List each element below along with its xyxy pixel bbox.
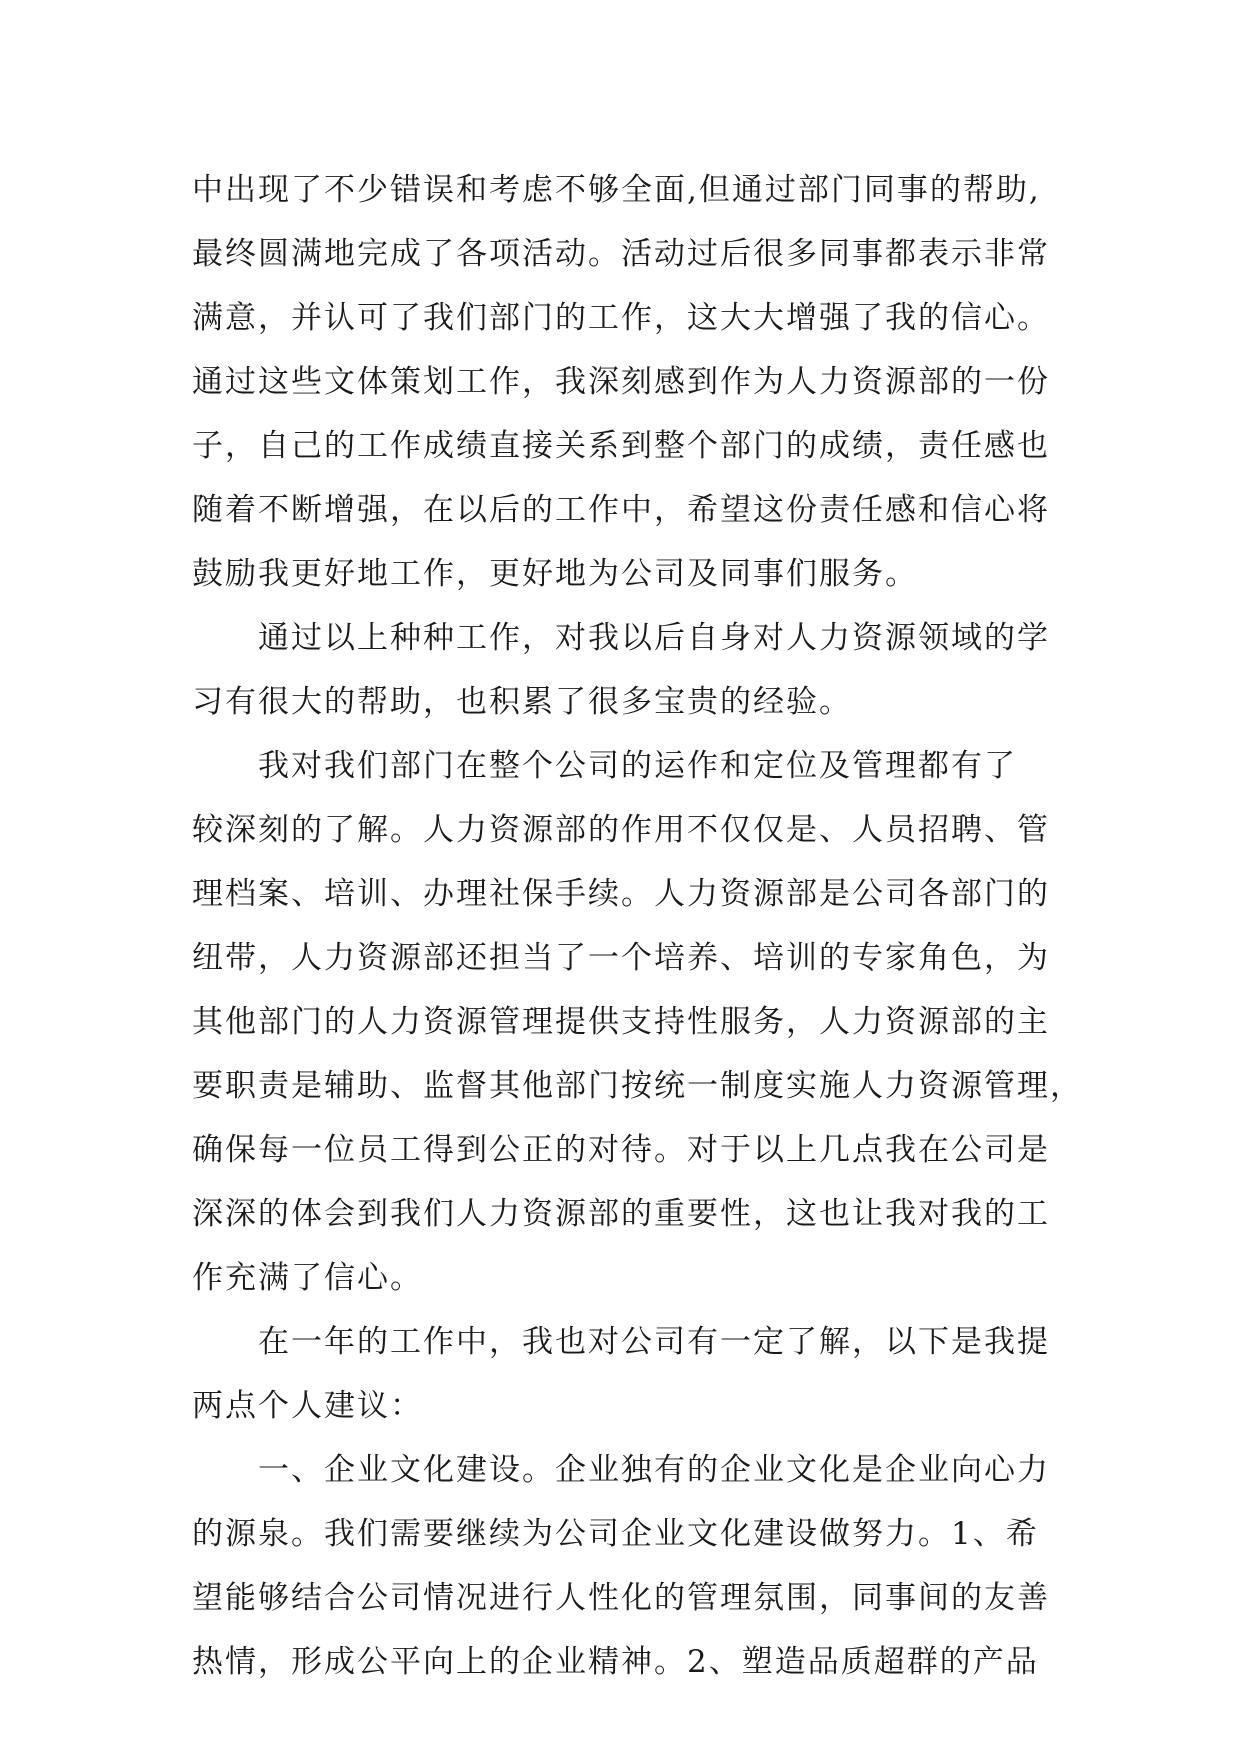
text-line: 通过这些文体策划工作，我深刻感到作为人力资源部的一份 <box>192 364 1050 400</box>
text-line: 较深刻的了解。人力资源部的作用不仅仅是、人员招聘、管 <box>192 812 1050 848</box>
text-line: 子，自己的工作成绩直接关系到整个部门的成绩，责任感也 <box>192 428 1050 464</box>
document-body <box>192 158 1083 1694</box>
text-line: 一、企业文化建设。企业独有的企业文化是企业向心力 <box>192 1452 1050 1488</box>
text-line: 望能够结合公司情况进行人性化的管理氛围，同事间的友善 <box>192 1580 1050 1616</box>
text-line: 鼓励我更好地工作，更好地为公司及同事们服务。 <box>192 556 918 592</box>
text-line: 最终圆满地完成了各项活动。活动过后很多同事都表示非常 <box>192 236 1050 272</box>
text-line: 中出现了不少错误和考虑不够全面,但通过部门同事的帮助, <box>192 172 1041 208</box>
text-line: 习有很大的帮助，也积累了很多宝贵的经验。 <box>192 684 852 720</box>
text-line: 在一年的工作中，我也对公司有一定了解，以下是我提 <box>192 1324 1050 1360</box>
text-line: 其他部门的人力资源管理提供支持性服务，人力资源部的主 <box>192 1004 1050 1040</box>
text-line: 深深的体会到我们人力资源部的重要性，这也让我对我的工 <box>192 1196 1050 1232</box>
text-line: 随着不断增强，在以后的工作中，希望这份责任感和信心将 <box>192 492 1050 528</box>
text-line: 两点个人建议： <box>192 1388 423 1424</box>
text-line: 的源泉。我们需要继续为公司企业文化建设做努力。1、希 <box>192 1516 1039 1552</box>
text-line: 我对我们部门在整个公司的运作和定位及管理都有了 <box>192 748 1017 784</box>
text-line: 确保每一位员工得到公正的对待。对于以上几点我在公司是 <box>192 1132 1050 1168</box>
text-line: 满意，并认可了我们部门的工作，这大大增强了我的信心。 <box>192 300 1050 336</box>
text-line: 通过以上种种工作，对我以后自身对人力资源领域的学 <box>192 620 1050 656</box>
text-line: 作充满了信心。 <box>192 1260 423 1296</box>
text-line: 热情，形成公平向上的企业精神。2、塑造品质超群的产品 <box>192 1644 1039 1680</box>
text-line: 理档案、培训、办理社保手续。人力资源部是公司各部门的 <box>192 876 1050 912</box>
text-line: 要职责是辅助、监督其他部门按统一制度实施人力资源管理， <box>192 1068 1083 1104</box>
text-line: 纽带，人力资源部还担当了一个培养、培训的专家角色，为 <box>192 940 1050 976</box>
